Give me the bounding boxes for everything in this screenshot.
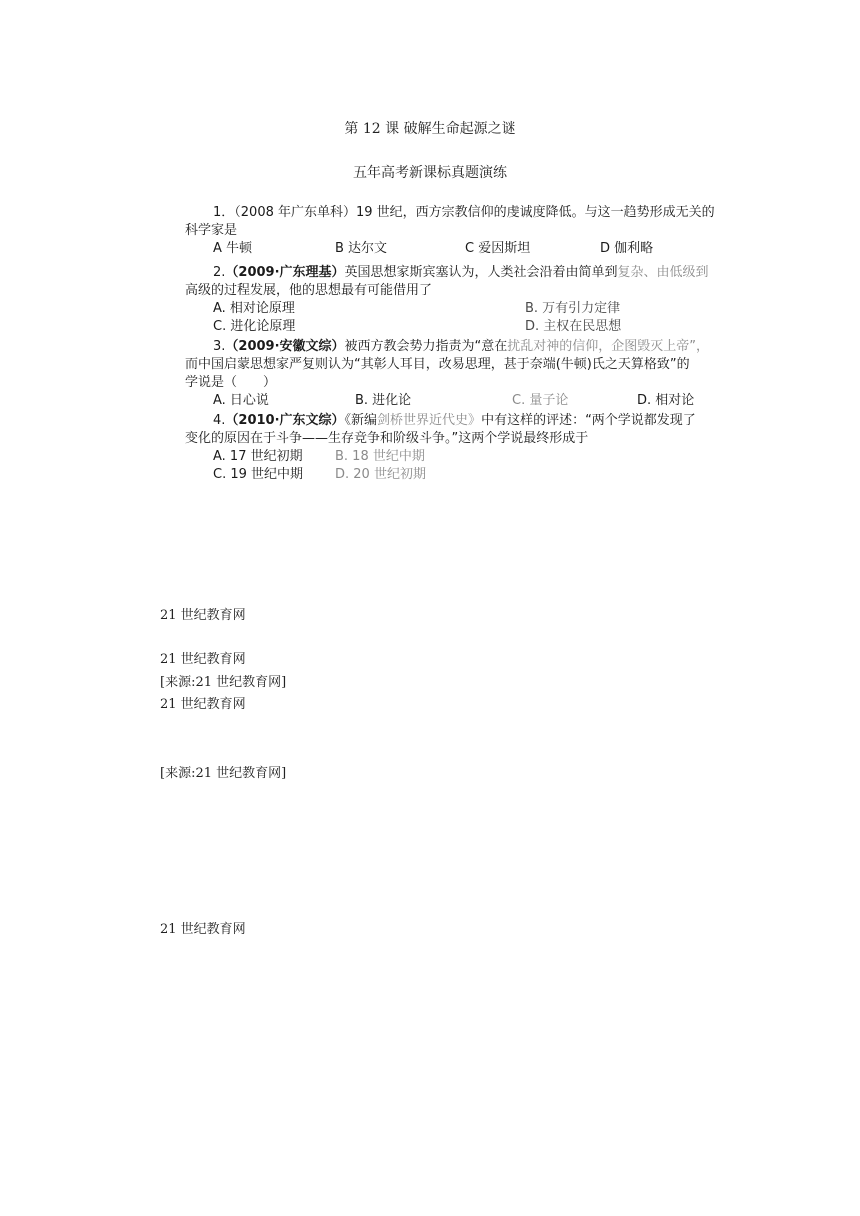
question-1-option-b: B 达尔文 [335,241,388,256]
question-4-stem-b: 剑桥世界近代史》 [377,413,482,428]
question-1-option-c: C 爱因斯坦 [465,241,531,256]
question-2-option-b: B. 万有引力定律 [525,301,621,316]
question-3-option-c: C. 量子论 [512,393,569,408]
question-2-source: （2009·广东理基） [225,265,345,280]
source-watermark: [来源:21 世纪教育网] [160,766,287,781]
question-4-option-a: A. 17 世纪初期 [213,449,303,464]
question-4-number: 4. [213,413,226,428]
question-2-stem-line1 [185,264,760,282]
question-1-stem-line2: 科学家是 [185,223,238,238]
question-3-stem-line1 [185,338,760,356]
question-4-option-b: B. 18 世纪中期 [335,449,425,464]
question-3-option-b: B. 进化论 [355,393,412,408]
question-3-number: 3. [213,339,226,354]
question-2-stem-b: 复杂、由低级到 [617,265,709,280]
source-watermark: [来源:21 世纪教育网] [160,675,287,690]
question-4-stem-c: 中有这样的评述：“两个学说都发现了 [481,413,696,428]
source-watermark: 21 世纪教育网 [160,922,246,937]
question-2-option-c: C. 进化论原理 [213,319,296,334]
question-4-options-row2 [185,466,760,484]
question-4-stem-line2: 变化的原因在于斗争——生存竞争和阶级斗争。”这两个学说最终形成于 [185,431,589,446]
question-2-options-row2 [185,318,760,336]
question-3-source: （2009·安徽文综） [225,339,345,354]
page-title: 第 12 课 破解生命起源之谜 [344,121,516,137]
question-4-options-row1 [185,448,760,466]
question-2-stem-a: 英国思想家斯宾塞认为，人类社会沿着由简单到 [344,265,618,280]
question-2 [185,264,760,336]
question-2-stem-line2: 高级的过程发展，他的思想最有可能借用了 [185,283,433,298]
question-1-option-a: A 牛顿 [213,241,253,256]
question-2-number: 2. [213,265,226,280]
question-4-option-c: C. 19 世纪中期 [213,467,304,482]
question-4-source: （2010·广东文综） [225,413,345,428]
source-watermark: 21 世纪教育网 [160,697,246,712]
question-1 [185,204,760,258]
question-1-option-d: D 伽利略 [600,241,654,256]
question-3-option-a: A. 日心说 [213,393,269,408]
source-watermark: 21 世纪教育网 [160,652,246,667]
question-3-stem-b: 扰乱对神的信仰，企图毁灭上帝”， [507,339,710,354]
question-3 [185,338,760,410]
question-3-options [185,392,760,410]
question-1-stem-line1: 1．（2008 年广东单科）19 世纪，西方宗教信仰的虔诚度降低。与这一趋势形成无关的 [213,205,715,220]
source-watermark: 21 世纪教育网 [160,608,246,623]
question-2-option-d: D. 主权在民思想 [525,319,622,334]
question-2-option-a: A. 相对论原理 [213,301,295,316]
question-4-stem-a: 《新编 [344,413,378,428]
question-3-stem-line2: 而中国启蒙思想家严复则认为“其彰人耳目，改易思理，甚于奈端(牛顿)氏之天算格致”的 [185,357,690,372]
question-4-option-d: D. 20 世纪初期 [335,467,426,482]
question-4 [185,412,760,484]
question-2-options-row1 [185,300,760,318]
question-1-options [185,240,760,258]
question-3-stem-a: 被西方教会势力指责为“意在 [344,339,508,354]
question-4-stem-line1 [185,412,760,430]
question-3-option-d: D. 相对论 [637,393,695,408]
question-3-stem-line3: 学说是（ ） [185,375,277,390]
page-subtitle: 五年高考新课标真题演练 [353,165,507,181]
